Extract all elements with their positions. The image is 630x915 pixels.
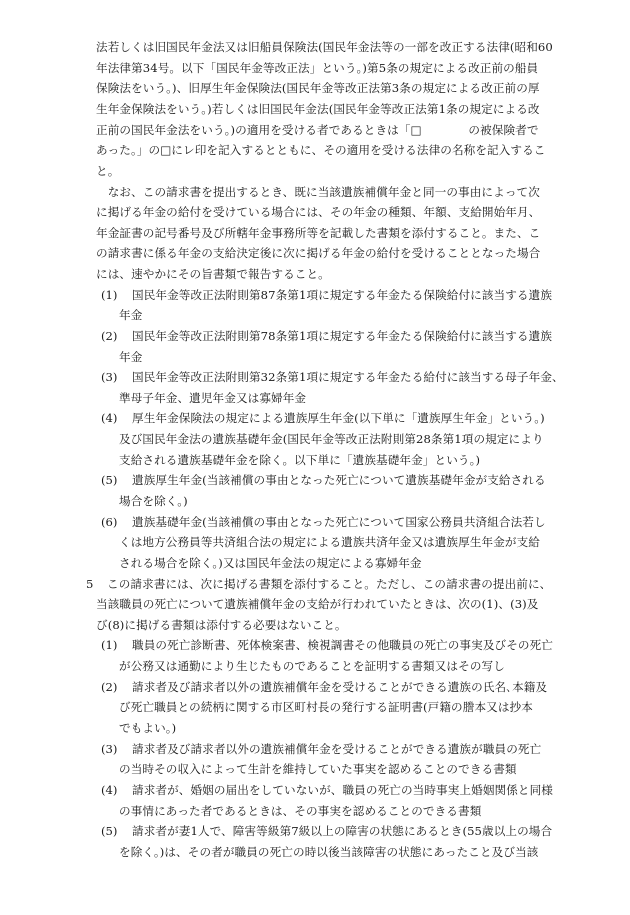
section-line: この請求書には、次に掲げる書類を添付すること。ただし、この請求書の提出前に、 (107, 577, 552, 591)
list-item-line: 準母子年金、遺児年金又は寡婦年金 (119, 391, 307, 405)
list-number: (5) (101, 824, 118, 838)
list-item-line: 国民年金等改正法附則第87条第1項に規定する年金たる保険給付に該当する遺族 (132, 288, 553, 302)
list-item-line: 請求者及び請求者以外の遺族補償年金を受けることができる遺族が職員の死亡 (132, 742, 542, 756)
list-number: (2) (101, 680, 118, 694)
list-number: (5) (101, 473, 118, 487)
text-line: 法若しくは旧国民年金法又は旧船員保険法(国民年金法等の一部を改正する法律(昭和60 (96, 40, 553, 54)
section-line: び(8)に掲げる書類は添付する必要はないこと。 (96, 618, 347, 632)
list-item-line: 職員の死亡診断書、死体検案書、検視調書その他職員の死亡の事実及びその死亡 (132, 638, 553, 652)
text-line: 年金証書の記号番号及び所轄年金事務所等を記載した書類を添付すること。また、こ (96, 226, 541, 240)
list-item-line: 及び国民年金法の遺族基礎年金(国民年金等改正法附則第28条第1項の規定により (119, 432, 544, 446)
list-item-line: の当時その収入によって生計を維持していた事実を認めることのできる書類 (119, 762, 517, 776)
list-item-line: 厚生年金保険法の規定による遺族厚生年金(以下単に「遺族厚生年金」という。) (132, 411, 545, 425)
list-number: (6) (101, 515, 118, 529)
text-line: の請求書に係る年金の支給決定後に次に掲げる年金の給付を受けることとなった場合 (96, 246, 541, 260)
text-line: と。 (96, 164, 120, 178)
text-line: 保険法をいう。)、旧厚生年金保険法(国民年金等改正法第3条の規定による改正前の厚 (96, 81, 540, 95)
list-item-line: 場合を除く。) (119, 494, 188, 508)
list-item-line: が公務又は通勤により生じたものであることを証明する書類又はその写し (119, 659, 505, 673)
text-line: なお、この請求書を提出するとき、既に当該遺族補償年金と同一の事由によって次 (96, 185, 540, 199)
text-line: に掲げる年金の給付を受けている場合には、その年金の種類、年額、支給開始年月、 (96, 205, 541, 219)
text-line: 正前の国民年金法をいう。)の適用を受ける者であるときは「□ の被保険者で (96, 123, 539, 137)
text-line: には、速やかにその旨書類で報告すること。 (96, 267, 330, 281)
list-number: (3) (101, 742, 118, 756)
section-line: 当該職員の死亡について遺族補償年金の支給が行われていたときは、次の(1)、(3)及 (96, 597, 539, 611)
list-number: (4) (101, 783, 118, 797)
list-number: (3) (101, 370, 118, 384)
section-number: 5 (86, 577, 94, 591)
list-number: (2) (101, 329, 118, 343)
list-item-line: でもよい。) (119, 721, 177, 735)
list-item-line: 支給される遺族基礎年金を除く。以下単に「遺族基礎年金」という。) (119, 453, 481, 467)
list-item-line: 年金 (119, 350, 143, 364)
text-line: あった。」の□にレ印を記入するとともに、その適用を受ける法律の名称を記入するこ (96, 143, 546, 157)
list-number: (1) (101, 288, 118, 302)
list-item-line: 国民年金等改正法附則第78条第1項に規定する年金たる保険給付に該当する遺族 (132, 329, 553, 343)
list-item-line: び死亡職員との続柄に関する市区町村長の発行する証明書(戸籍の謄本又は抄本 (119, 700, 533, 714)
text-line: 生年金保険法をいう。)若しくは旧国民年金法(国民年金等改正法第1条の規定による改 (96, 102, 540, 116)
list-item-line: 年金 (119, 308, 143, 322)
list-item-line: 請求者が、婚姻の届出をしていないが、職員の死亡の当時事実上婚姻関係と同様 (132, 783, 553, 797)
list-number: (4) (101, 411, 118, 425)
list-number: (1) (101, 638, 118, 652)
list-item-line: される場合を除く。)又は国民年金法の規定による寡婦年金 (119, 556, 422, 570)
list-item-line: 遺族厚生年金(当該補償の事由となった死亡について遺族基礎年金が支給される (132, 473, 546, 487)
list-item-line: 遺族基礎年金(当該補償の事由となった死亡について国家公務員共済組合法若し (132, 515, 546, 529)
list-item-line: 請求者及び請求者以外の遺族補償年金を受けることができる遺族の氏名､本籍及 (132, 680, 548, 694)
list-item-line: を除く。)は、その者が職員の死亡の時以後当該障害の状態にあったこと及び当該 (119, 845, 539, 859)
list-item-line: くは地方公務員等共済組合法の規定による遺族共済年金又は遺族厚生年金が支給 (119, 535, 540, 549)
list-item-line: 国民年金等改正法附則第32条第1項に規定する年金たる給付に該当する母子年金、 (132, 370, 564, 384)
list-item-line: の事情にあった者であるときは、その事実を認めることのできる書類 (119, 804, 482, 818)
list-item-line: 請求者が妻1人で、障害等級第7級以上の障害の状態にあるとき(55歳以上の場合 (132, 824, 553, 838)
text-line: 年法律第34号。以下「国民年金等改正法」という。)第5条の規定による改正前の船員 (96, 61, 539, 75)
